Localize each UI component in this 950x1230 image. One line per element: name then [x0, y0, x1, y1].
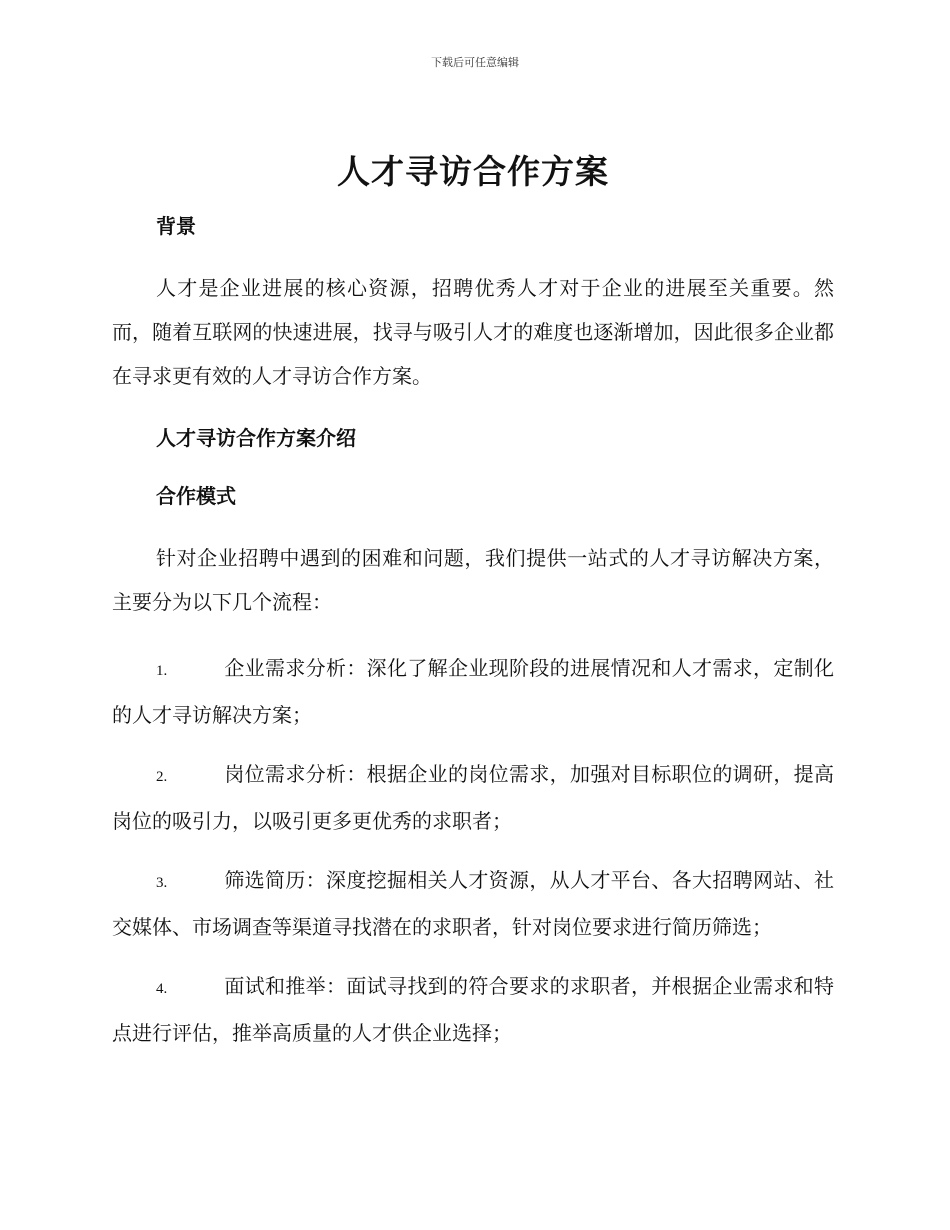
step-number: 1.: [156, 663, 168, 679]
step-text: 面试和推举：面试寻找到的符合要求的求职者，并根据企业需求和特点进行评估，推举高质量的人才供企业选择；: [112, 974, 834, 1045]
process-steps-list: [112, 646, 834, 1055]
step-text: 岗位需求分析：根据企业的岗位需求，加强对目标职位的调研，提高岗位的吸引力，以吸引更多更优秀的求职者；: [112, 762, 834, 833]
process-step: [112, 858, 834, 949]
cooperation-mode-heading: 合作模式: [156, 484, 236, 508]
process-step: [112, 646, 834, 737]
intro-heading: 人才寻访合作方案介绍: [156, 426, 356, 450]
step-number: 3.: [156, 875, 168, 891]
cooperation-mode-paragraph: 针对企业招聘中遇到的困难和问题，我们提供一站式的人才寻访解决方案，主要分为以下几个流程：: [112, 546, 834, 614]
background-heading: 背景: [156, 214, 196, 238]
process-step: [112, 752, 834, 843]
step-number: 4.: [156, 981, 168, 997]
step-number: 2.: [156, 769, 168, 785]
document-body: [112, 148, 834, 1070]
step-text: 筛选简历：深度挖掘相关人才资源，从人才平台、各大招聘网站、社交媒体、市场调查等渠道寻找潜在的求职者，针对岗位要求进行简历筛选；: [112, 868, 834, 939]
background-paragraph: 人才是企业进展的核心资源，招聘优秀人才对于企业的进展至关重要。然而，随着互联网的快速进展，找寻与吸引人才的难度也逐渐增加，因此很多企业都在寻求更有效的人才寻访合作方案。: [112, 276, 834, 388]
process-step: [112, 964, 834, 1055]
step-text: 企业需求分析：深化了解企业现阶段的进展情况和人才需求，定制化的人才寻访解决方案；: [112, 656, 834, 727]
page-header-note: 下载后可任意编辑: [431, 56, 519, 69]
document-title: 人才寻访合作方案: [337, 152, 609, 191]
